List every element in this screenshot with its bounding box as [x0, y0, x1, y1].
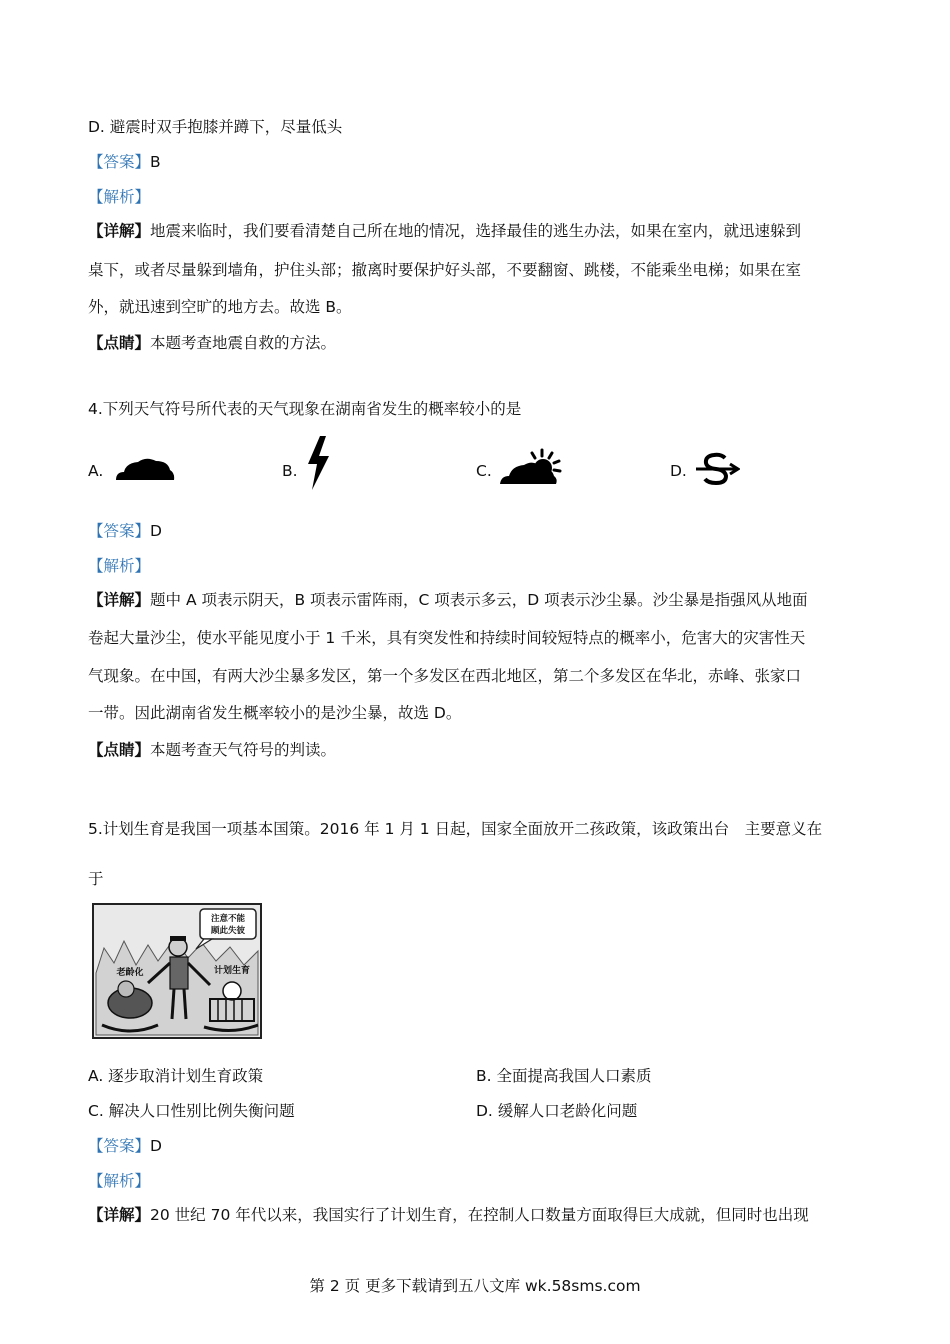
q5-stem-line-1: 5.计划生育是我国一项基本国策。2016 年 1 月 1 日起，国家全面放开二孩政策，该政策出台 主要意义在	[88, 820, 823, 838]
answer-tag: 【答案】	[88, 153, 151, 171]
answer-value: D	[150, 1137, 162, 1155]
sandstorm-icon	[694, 452, 740, 486]
q3-detail-line-2: 桌下，或者尽量躲到墙角，护住头部；撤离时要保护好头部，不要翻窗、跳楼，不能乘坐电梯；如果在室	[88, 261, 802, 279]
point-tag: 【点睛】	[88, 741, 151, 759]
q3-detail-line-1	[88, 221, 801, 241]
q3-analysis-tag: 【解析】	[88, 188, 151, 206]
q4-detail-line-1	[88, 590, 808, 610]
answer-value: D	[150, 522, 162, 540]
q4-detail-line-3: 气现象。在中国，有两大沙尘暴多发区，第一个多发区在西北地区，第二个多发区在华北，赤峰、张家口	[88, 667, 802, 685]
svg-text:计划生育: 计划生育	[213, 966, 251, 976]
svg-text:顾此失彼: 顾此失彼	[210, 926, 246, 936]
detail-text: 题中 A 项表示阴天，B 项表示雷阵雨，C 项表示多云，D 项表示沙尘暴。沙尘暴是指强风从地面	[150, 591, 808, 609]
page-footer: 第 2 页 更多下载请到五八文库 wk.58sms.com	[309, 1277, 641, 1295]
q5-answer	[88, 1136, 162, 1156]
detail-text: 20 世纪 70 年代以来，我国实行了计划生育，在控制人口数量方面取得巨大成就，但同时也出现	[150, 1206, 809, 1224]
q4-stem: 4.下列天气符号所代表的天气现象在湖南省发生的概率较小的是	[88, 400, 522, 418]
q3-point	[88, 333, 336, 353]
point-tag: 【点睛】	[88, 334, 151, 352]
q3-answer	[88, 152, 161, 172]
q5-option-a: A. 逐步取消计划生育政策	[88, 1067, 264, 1085]
detail-tag: 【详解】	[88, 591, 151, 609]
q4-detail-line-4: 一带。因此湖南省发生概率较小的是沙尘暴，故选 D。	[88, 704, 462, 722]
q4-answer	[88, 521, 162, 541]
answer-tag: 【答案】	[88, 522, 151, 540]
thunderstorm-icon	[302, 436, 332, 490]
q4-detail-line-2: 卷起大量沙尘，使水平能见度小于 1 千米，具有突发性和持续时间较短特点的概率小，危害大的灾害性天	[88, 629, 806, 647]
partly-cloudy-icon	[498, 446, 564, 488]
q4-option-d-label: D.	[670, 462, 687, 480]
q3-detail-line-3: 外，就迅速到空旷的地方去。故选 B。	[88, 298, 352, 316]
answer-value: B	[150, 153, 161, 171]
cartoon-image	[92, 903, 262, 1039]
answer-tag: 【答案】	[88, 1137, 151, 1155]
point-text: 本题考查地震自救的方法。	[150, 334, 337, 352]
q4-option-a-label: A.	[88, 462, 104, 480]
svg-text:注意不能: 注意不能	[210, 914, 246, 924]
q5-detail-line-1	[88, 1205, 809, 1225]
q5-option-d: D. 缓解人口老龄化问题	[476, 1102, 638, 1120]
q5-analysis-tag: 【解析】	[88, 1172, 151, 1190]
point-text: 本题考查天气符号的判读。	[150, 741, 337, 759]
q4-analysis-tag: 【解析】	[88, 557, 151, 575]
q5-option-b: B. 全面提高我国人口素质	[476, 1067, 652, 1085]
q4-option-b-label: B.	[282, 462, 298, 480]
q5-option-c: C. 解决人口性别比例失衡问题	[88, 1102, 295, 1120]
q4-option-c-label: C.	[476, 462, 492, 480]
overcast-icon	[114, 452, 176, 484]
q3-option-d: D. 避震时双手抱膝并蹲下，尽量低头	[88, 118, 343, 136]
q5-stem-line-2: 于	[88, 870, 104, 888]
detail-tag: 【详解】	[88, 1206, 151, 1224]
detail-tag: 【详解】	[88, 222, 151, 240]
svg-text:老龄化: 老龄化	[116, 968, 144, 978]
q4-point	[88, 740, 336, 760]
detail-text: 地震来临时，我们要看清楚自己所在地的情况，选择最佳的逃生办法，如果在室内，就迅速躲到	[150, 222, 802, 240]
